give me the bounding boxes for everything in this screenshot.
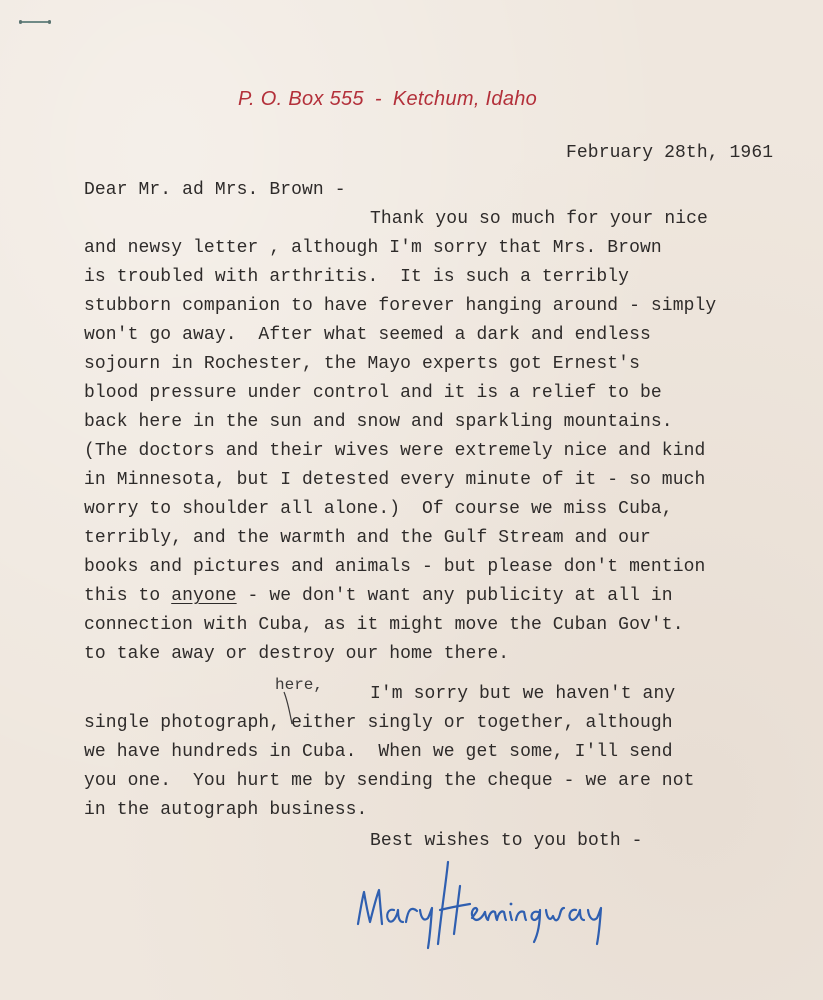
body-line: books and pictures and animals - but please don't mention: [84, 557, 706, 577]
staple-mark: [20, 21, 50, 23]
body-line: terribly, and the warmth and the Gulf Stream and our: [84, 528, 651, 548]
body-line: you one. You hurt me by sending the cheque - we are not: [84, 771, 695, 791]
body-line: back here in the sun and snow and sparkling mountains.: [84, 412, 673, 432]
letter-date: February 28th, 1961: [566, 143, 774, 163]
handwritten-insert: here,: [275, 676, 324, 694]
body-line: I'm sorry but we haven't any: [370, 684, 676, 704]
body-text: this to: [84, 586, 172, 606]
body-line: is troubled with arthritis. It is such a terribly: [84, 267, 630, 287]
body-line: sojourn in Rochester, the Mayo experts got Ernest's: [84, 354, 640, 374]
body-line: single photograph, either singly or together, although: [84, 713, 673, 733]
underlined-word: anyone: [171, 586, 237, 606]
body-line: to take away or destroy our home there.: [84, 644, 510, 664]
signature-handwritten: [348, 852, 648, 952]
salutation: Dear Mr. ad Mrs. Brown -: [84, 180, 346, 200]
letterhead-place: Ketchum, Idaho: [392, 88, 538, 110]
body-line: won't go away. After what seemed a dark and endless: [84, 325, 651, 345]
body-line: we have hundreds in Cuba. When we get some, I'll send: [84, 742, 673, 762]
signature-dot: [510, 903, 513, 906]
body-line: in Minnesota, but I detested every minute of it - so much: [84, 470, 706, 490]
body-line: and newsy letter , although I'm sorry that Mrs. Brown: [84, 238, 662, 258]
body-line-with-underline: [84, 585, 673, 607]
body-line: stubborn companion to have forever hanging around - simply: [84, 296, 717, 316]
body-line: (The doctors and their wives were extremely nice and kind: [84, 441, 706, 461]
letterhead-box: P. O. Box 555: [238, 88, 364, 110]
body-line: worry to shoulder all alone.) Of course we miss Cuba,: [84, 499, 673, 519]
body-line: in the autograph business.: [84, 800, 368, 820]
letterhead: [238, 88, 598, 111]
body-text: - we don't want any publicity at all in: [236, 586, 673, 606]
body-line: Thank you so much for your nice: [370, 209, 708, 229]
body-line: connection with Cuba, as it might move the Cuban Gov't.: [84, 615, 684, 635]
closing-line: Best wishes to you both -: [370, 831, 643, 851]
letterhead-separator: -: [374, 88, 382, 110]
body-line: blood pressure under control and it is a relief to be: [84, 383, 662, 403]
